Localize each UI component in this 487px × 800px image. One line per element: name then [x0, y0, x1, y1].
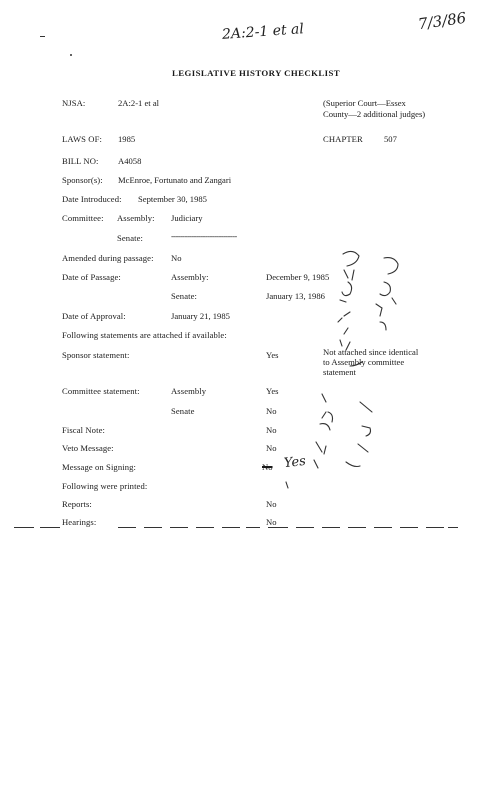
following-attached-heading: Following statements are attached if available:	[62, 330, 227, 340]
committee-senate-value: -----------------------------	[171, 231, 237, 241]
committee-assembly-value: Judiciary	[171, 213, 203, 223]
sponsors-value: McEnroe, Fortunato and Zangari	[118, 175, 232, 185]
committee-statement-assembly-label: Assembly	[171, 386, 207, 396]
veto-message-value: No	[266, 443, 277, 453]
sponsor-statement-value: Yes	[266, 350, 279, 360]
page-title: LEGISLATIVE HISTORY CHECKLIST	[172, 68, 341, 78]
date-introduced-label: Date Introduced:	[62, 194, 122, 204]
laws-of-label: LAWS OF:	[62, 134, 102, 144]
bill-no-label: BILL NO:	[62, 156, 99, 166]
njsa-note: (Superior Court—Essex County—2 additional judges)	[323, 98, 426, 119]
chapter-value: 507	[384, 134, 397, 144]
handwritten-signing-note: Yes	[283, 453, 307, 472]
handwritten-date: 7/3/86	[416, 8, 468, 34]
message-signing-label: Message on Signing:	[62, 462, 136, 472]
amended-value: No	[171, 253, 182, 263]
committee-statement-senate-label: Senate	[171, 406, 195, 416]
committee-assembly-label: Assembly:	[117, 213, 155, 223]
message-signing-value: No	[262, 462, 273, 472]
hearings-label: Hearings:	[62, 517, 97, 527]
passage-assembly-value: December 9, 1985	[266, 272, 330, 282]
committee-label: Committee:	[62, 213, 104, 223]
laws-of-value: 1985	[118, 134, 136, 144]
chapter-label: CHAPTER	[323, 134, 363, 144]
veto-message-label: Veto Message:	[62, 443, 114, 453]
fiscal-note-label: Fiscal Note:	[62, 425, 105, 435]
fiscal-note-value: No	[266, 425, 277, 435]
bill-no-value: A4058	[118, 156, 142, 166]
committee-statement-label: Committee statement:	[62, 386, 140, 396]
committee-statement-senate-value: No	[266, 406, 277, 416]
passage-senate-value: January 13, 1986	[266, 291, 325, 301]
hearings-value: No	[266, 517, 277, 527]
passage-assembly-label: Assembly:	[171, 272, 209, 282]
approval-value: January 21, 1985	[171, 311, 230, 321]
sponsors-label: Sponsor(s):	[62, 175, 103, 185]
njsa-value: 2A:2-1 et al	[118, 98, 160, 108]
committee-senate-label: Senate:	[117, 233, 143, 243]
sponsor-statement-label: Sponsor statement:	[62, 350, 130, 360]
sponsor-statement-note: Not attached since identical to Assembly committee statement	[323, 347, 419, 377]
committee-statement-assembly-value: Yes	[266, 386, 279, 396]
reports-label: Reports:	[62, 499, 92, 509]
following-printed-heading: Following were printed:	[62, 481, 148, 491]
handwritten-code: 2A:2-1 et al	[221, 21, 305, 43]
njsa-label: NJSA:	[62, 98, 86, 108]
approval-label: Date of Approval:	[62, 311, 126, 321]
passage-label: Date of Passage:	[62, 272, 121, 282]
date-introduced-value: September 30, 1985	[138, 194, 207, 204]
amended-label: Amended during passage:	[62, 253, 154, 263]
passage-senate-label: Senate:	[171, 291, 197, 301]
reports-value: No	[266, 499, 277, 509]
